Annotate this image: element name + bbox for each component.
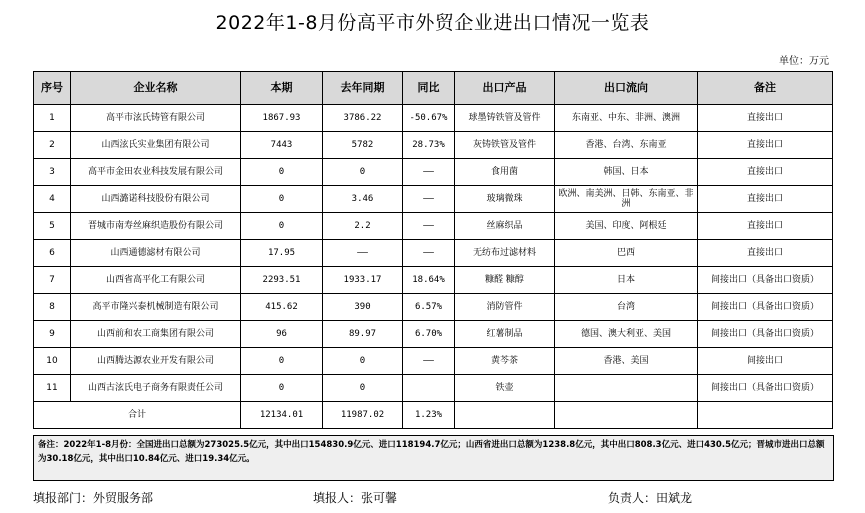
table-cell: 糠醛 糠醇 [455,267,555,294]
table-cell: 台湾 [555,294,698,321]
note-box: 备注：2022年1-8月份：全国进出口总额为273025.5亿元，其中出口154830.9亿元、进口118194.7亿元；山西省进出口总额为1238.8亿元，其中出口808.3亿元、进口430.5亿元；晋城市进出口总额为30.18亿元，其中出口10.84亿元、进口19.34亿元。 [33,435,834,481]
table-cell: 红薯制品 [455,321,555,348]
table-cell: 欧洲、南美洲、日韩、东南亚、非洲 [555,186,698,213]
column-header: 序号 [34,72,71,105]
table-cell: -50.67% [403,105,455,132]
table-row [34,213,833,240]
table-cell: 消防管件 [455,294,555,321]
table-cell: 7 [34,267,71,294]
table-cell [555,375,698,402]
column-header: 本期 [241,72,323,105]
table-cell: 11 [34,375,71,402]
table-cell: 28.73% [403,132,455,159]
column-header: 去年同期 [323,72,403,105]
table-cell: —— [403,186,455,213]
table-cell: 山西泫氏实业集团有限公司 [71,132,241,159]
table-cell: 0 [323,375,403,402]
table-cell: 食用菌 [455,159,555,186]
column-header: 企业名称 [71,72,241,105]
table-cell: 间接出口（具备出口资质） [698,267,833,294]
table-cell: 6 [34,240,71,267]
table-cell: 1933.17 [323,267,403,294]
table-cell: 丝麻织品 [455,213,555,240]
table-cell: 18.64% [403,267,455,294]
table-cell: —— [323,240,403,267]
table-cell: 2293.51 [241,267,323,294]
table-cell: 8 [34,294,71,321]
table-cell: 1867.93 [241,105,323,132]
table-cell: 晋城市南寿丝麻织造股份有限公司 [71,213,241,240]
table-cell: 96 [241,321,323,348]
table-cell: 415.62 [241,294,323,321]
column-header: 同比 [403,72,455,105]
table-row [34,267,833,294]
table-cell: 17.95 [241,240,323,267]
table-row [34,186,833,213]
table-cell: 直接出口 [698,105,833,132]
table-row [34,159,833,186]
table-cell: 山西前和农工商集团有限公司 [71,321,241,348]
table-cell: 香港、台湾、东南亚 [555,132,698,159]
table-cell: 3786.22 [323,105,403,132]
table-cell: 直接出口 [698,159,833,186]
table-cell: 0 [323,159,403,186]
table-cell: 0 [241,348,323,375]
table-cell [403,375,455,402]
table-cell: 山西古泫氏电子商务有限责任公司 [71,375,241,402]
table-cell: 直接出口 [698,132,833,159]
table-cell: 高平市金田农业科技发展有限公司 [71,159,241,186]
column-header: 出口流向 [555,72,698,105]
table-row [34,294,833,321]
table-cell: 间接出口（具备出口资质） [698,375,833,402]
table-cell: 直接出口 [698,213,833,240]
footer-manager: 负责人：田斌龙 [608,491,693,505]
table-cell: 9 [34,321,71,348]
total-yoy: 1.23% [403,402,455,429]
empty-cell [698,402,833,429]
empty-cell [555,402,698,429]
table-cell: 山西潞诺科技股份有限公司 [71,186,241,213]
table-cell: 7443 [241,132,323,159]
total-current: 12134.01 [241,402,323,429]
table-cell: 直接出口 [698,240,833,267]
page-title: 2022年1-8月份高平市外贸企业进出口情况一览表 [215,12,650,34]
table-cell: 4 [34,186,71,213]
table-cell: 0 [241,186,323,213]
table-cell: 0 [241,213,323,240]
empty-cell [455,402,555,429]
column-header: 出口产品 [455,72,555,105]
table-cell: 2 [34,132,71,159]
table-cell: 山西省高平化工有限公司 [71,267,241,294]
table-cell: 89.97 [323,321,403,348]
table-cell: 德国、澳大利亚、美国 [555,321,698,348]
table-cell: 高平市泫氏铸管有限公司 [71,105,241,132]
table-cell: 0 [241,159,323,186]
total-last-year: 11987.02 [323,402,403,429]
header-row [34,72,833,105]
table-row [34,375,833,402]
footer-filler: 填报人：张可馨 [313,491,398,505]
table-cell: 2.2 [323,213,403,240]
table-row [34,321,833,348]
table-cell: 间接出口 [698,348,833,375]
table-body [34,105,833,429]
table-cell: 灰铸铁管及管件 [455,132,555,159]
table-cell: 山西腾达源农业开发有限公司 [71,348,241,375]
table-row [34,105,833,132]
table-cell: 球墨铸铁管及管件 [455,105,555,132]
table-cell: —— [403,213,455,240]
table-cell: 日本 [555,267,698,294]
total-label: 合计 [34,402,241,429]
table-cell: 东南亚、中东、非洲、澳洲 [555,105,698,132]
table-cell: 高平市隆兴泰机械制造有限公司 [71,294,241,321]
table-cell: 6.70% [403,321,455,348]
footer-dept: 填报部门：外贸服务部 [33,491,154,505]
table-cell: 黄芩茶 [455,348,555,375]
table-cell: 5782 [323,132,403,159]
table-cell: 1 [34,105,71,132]
table-cell: 韩国、日本 [555,159,698,186]
table-cell: 山西通德滤材有限公司 [71,240,241,267]
table-row [34,240,833,267]
table-cell: 3.46 [323,186,403,213]
table-cell: —— [403,159,455,186]
table-cell: —— [403,348,455,375]
table-cell: 0 [241,375,323,402]
unit-label: 单位：万元 [779,56,829,67]
table-row [34,132,833,159]
trade-table [33,71,833,429]
table-cell: 美国、印度、阿根廷 [555,213,698,240]
table-cell: 无纺布过滤材料 [455,240,555,267]
column-header: 备注 [698,72,833,105]
table-cell: 6.57% [403,294,455,321]
table-cell: 玻璃微珠 [455,186,555,213]
table-row [34,348,833,375]
table-cell: 0 [323,348,403,375]
table-cell: 巴西 [555,240,698,267]
table-cell: 铁壶 [455,375,555,402]
table-cell: 间接出口（具备出口资质） [698,294,833,321]
table-cell: 10 [34,348,71,375]
table-cell: 5 [34,213,71,240]
table-cell: 直接出口 [698,186,833,213]
table-cell: 3 [34,159,71,186]
table-cell: —— [403,240,455,267]
table-cell: 390 [323,294,403,321]
table-cell: 间接出口（具备出口资质） [698,321,833,348]
table-cell: 香港、美国 [555,348,698,375]
total-row [34,402,833,429]
